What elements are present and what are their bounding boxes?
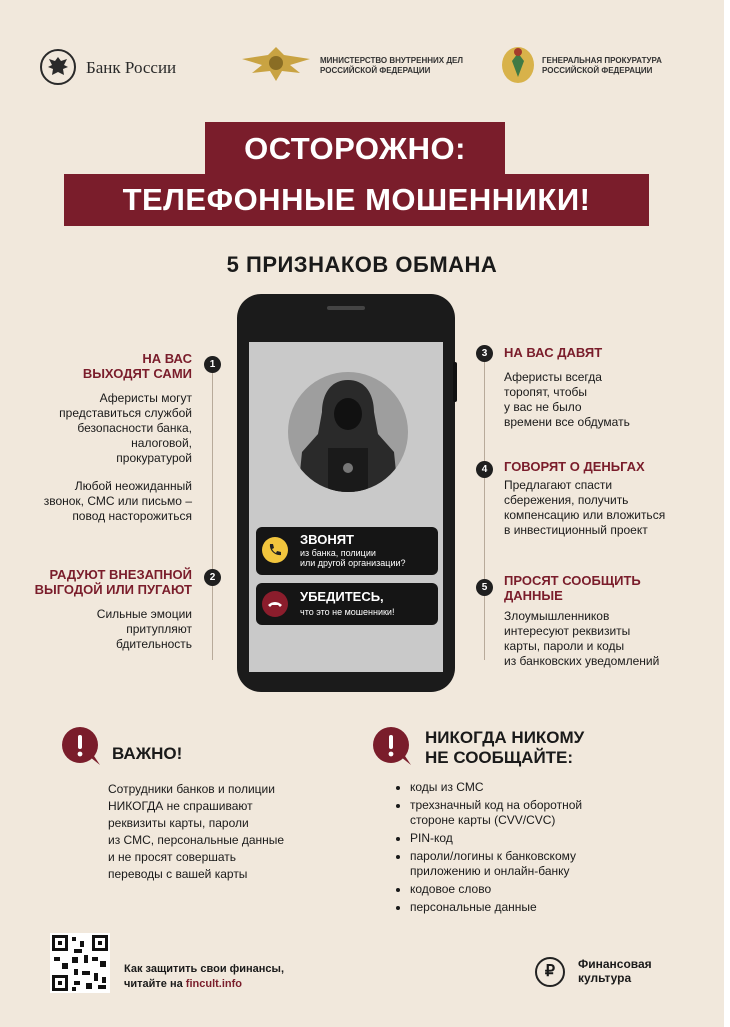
mvd-name-line1: МИНИСТЕРСТВО ВНУТРЕННИХ ДЕЛ [320, 56, 463, 65]
text-line: звонок, СМС или письмо – [43, 494, 192, 508]
hooded-hacker-icon [288, 372, 408, 492]
warning-bubble-icon [373, 727, 409, 763]
sign-1-body2 [20, 479, 192, 524]
text-line: безопасности банка, [77, 421, 192, 435]
important-title: ВАЖНО! [112, 744, 183, 763]
text-line: торопят, чтобы [504, 385, 587, 399]
text-line: Злоумышленников [504, 609, 610, 623]
text-line: переводы с вашей карты [108, 867, 248, 881]
text-line: приложению и онлайн-банку [410, 864, 570, 878]
text-line: из СМС, персональные данные [108, 833, 285, 847]
text-line: времени все обдумать [504, 415, 630, 429]
verify-card [256, 583, 438, 625]
text-line: Предлагают спасти [504, 478, 613, 492]
text-line: Сотрудники банков и полиции [108, 782, 275, 796]
phone-speaker [327, 306, 365, 310]
qr-code-icon [50, 933, 110, 993]
sign-1-number: 1 [204, 356, 221, 373]
sign-5-body [504, 609, 719, 669]
bank-russia-name: Банк России [86, 58, 177, 77]
phone [237, 294, 455, 692]
headline-line2: ТЕЛЕФОННЫЕ МОШЕННИКИ! [64, 174, 649, 226]
sign-2-body [40, 607, 192, 652]
right-connector-line [484, 360, 485, 660]
text-line: • коды из СМС [410, 780, 484, 794]
sign-1-title-line1: НА ВАС [142, 351, 192, 366]
sign-2-title-line1: РАДУЮТ ВНЕЗАПНОЙ [49, 567, 192, 582]
text-line: стороне карты (CVV/CVC) [410, 813, 556, 827]
text-line: реквизиты карты, пароли [108, 816, 249, 830]
text-line: налоговой, [131, 436, 192, 450]
text-line: притупляют [126, 622, 192, 636]
sign-4-body [504, 478, 719, 538]
mvd-eagle-icon [240, 43, 312, 85]
footer-line2 [124, 978, 242, 990]
hacker-avatar [288, 372, 408, 492]
text-line: прокуратурой [116, 451, 192, 465]
bank-russia-logo [40, 47, 210, 87]
fin-culture-line1: Финансовая [578, 957, 652, 971]
eagle-emblem-icon [40, 49, 76, 85]
hang-up-icon [262, 591, 288, 617]
call-sub-line2: или другой организации? [300, 558, 406, 568]
important-body [108, 781, 348, 883]
list-item [410, 798, 680, 828]
phone-side-button [453, 362, 457, 402]
sign-5-title-line2: ДАННЫЕ [504, 588, 563, 603]
text-line: в инвестиционный проект [504, 523, 648, 537]
sign-4-title: ГОВОРЯТ О ДЕНЬГАХ [504, 459, 645, 474]
sign-1-title-line2: ВЫХОДЯТ САМИ [82, 366, 192, 381]
text-line: • кодовое слово [410, 882, 492, 896]
phone-call-icon [262, 537, 288, 563]
warning-bubble-icon [62, 727, 98, 763]
headline-line1: ОСТОРОЖНО: [205, 122, 505, 176]
text-line: сбережения, получить [504, 493, 629, 507]
prosecutor-name-line1: ГЕНЕРАЛЬНАЯ ПРОКУРАТУРА [542, 56, 662, 65]
list-item [410, 900, 680, 915]
never-list [396, 780, 680, 918]
call-title: ЗВОНЯТ [300, 532, 354, 547]
text-line: из банковских уведомлений [504, 654, 660, 668]
sign-3-title: НА ВАС ДАВЯТ [504, 345, 603, 360]
page-edge [724, 0, 730, 1027]
text-line: • персональные данные [410, 900, 537, 914]
subtitle: 5 ПРИЗНАКОВ ОБМАНА [226, 252, 498, 277]
incoming-call-card [256, 527, 438, 575]
sign-2-number: 2 [204, 569, 221, 586]
list-item [410, 849, 680, 879]
verify-title: УБЕДИТЕСЬ, [300, 589, 384, 604]
text-line: бдительность [116, 637, 192, 651]
prosecutor-logo [500, 43, 700, 87]
left-connector-line [212, 372, 213, 660]
text-line: Любой неожиданный [74, 479, 192, 493]
footer-line2-prefix: читайте на [124, 978, 186, 990]
list-item [410, 780, 680, 795]
footer-line1: Как защитить свои финансы, [124, 963, 284, 975]
list-item [410, 882, 680, 897]
mvd-name-line2: РОССИЙСКОЙ ФЕДЕРАЦИИ [320, 66, 431, 75]
mvd-logo [240, 43, 480, 87]
verify-sub: что это не мошенники! [300, 607, 395, 617]
sign-4-number: 4 [476, 461, 493, 478]
call-sub-line1: из банка, полиции [300, 548, 376, 558]
text-line: у вас не было [504, 400, 582, 414]
text-line: • PIN-код [410, 831, 453, 845]
list-item [410, 831, 680, 846]
prosecutor-emblem-icon [500, 43, 536, 85]
sign-5-title-line1: ПРОСЯТ СООБЩИТЬ [504, 573, 641, 588]
sign-5-number: 5 [476, 579, 493, 596]
text-line: Аферисты могут [99, 391, 192, 405]
qr-code[interactable] [50, 933, 110, 993]
text-line: • пароли/логины к банковскому [410, 849, 576, 863]
text-line: Аферисты всегда [504, 370, 602, 384]
text-line: компенсацию или вложиться [504, 508, 666, 522]
ruble-icon: ₽ [535, 957, 565, 987]
sign-2-title-line2: ВЫГОДОЙ ИЛИ ПУГАЮТ [34, 582, 192, 597]
fin-culture-line2: культура [578, 971, 632, 985]
text-line: представиться службой [59, 406, 192, 420]
fincult-link[interactable]: fincult.info [185, 978, 243, 990]
text-line: повод насторожиться [72, 509, 192, 523]
prosecutor-name-line2: РОССИЙСКОЙ ФЕДЕРАЦИИ [542, 66, 653, 75]
never-title-line1: НИКОГДА НИКОМУ [425, 728, 585, 747]
text-line: НИКОГДА не спрашивают [108, 799, 253, 813]
text-line: • трехзначный код на оборотной [410, 798, 583, 812]
text-line: и не просят совершать [108, 850, 237, 864]
never-title-line2: НЕ СООБЩАЙТЕ: [425, 748, 574, 767]
text-line: карты, пароли и коды [504, 639, 625, 653]
text-line: интересуют реквизиты [504, 624, 631, 638]
sign-1-body [30, 391, 192, 466]
sign-3-number: 3 [476, 345, 493, 362]
text-line: Сильные эмоции [96, 607, 192, 621]
sign-3-body [504, 370, 704, 430]
